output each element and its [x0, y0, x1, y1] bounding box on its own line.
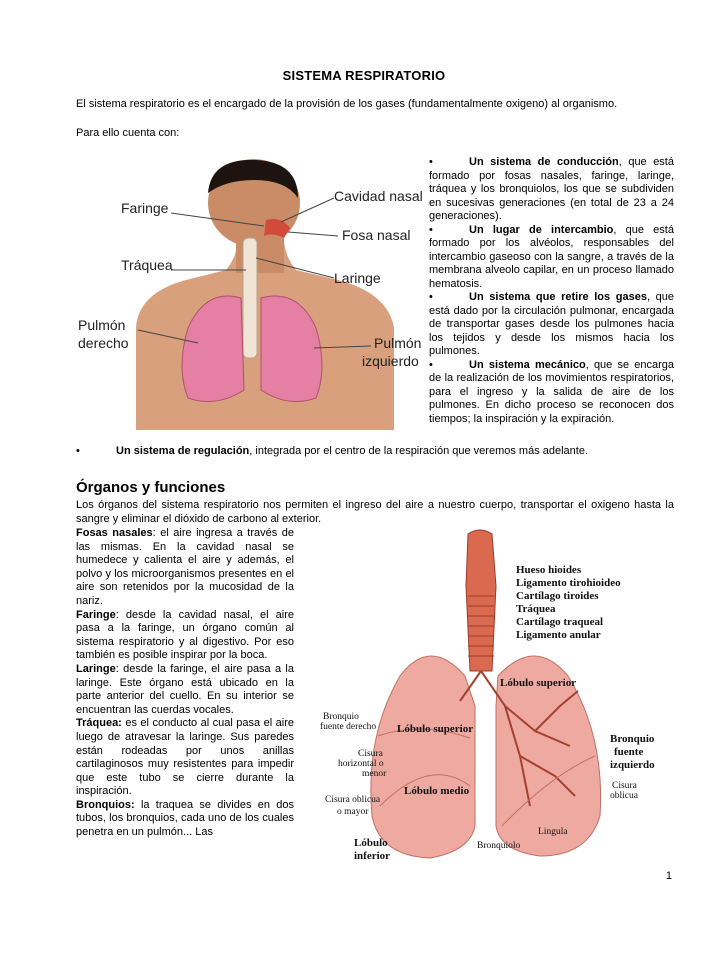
lungs-anatomy-figure: [320, 526, 692, 868]
label-lingula: Lingula: [538, 827, 568, 837]
regulacion-bullet: • Un sistema de regulación, integrada por el centro de la respiración que veremos más adelante.: [76, 445, 589, 457]
respiratory-torso-figure: [76, 158, 426, 430]
label-lobulo-superior-r: Lóbulo superior: [397, 723, 474, 735]
label-lobulo-inferior-1: Lóbulo: [354, 837, 388, 849]
label-cisura-oblicua-l2: oblicua: [610, 791, 638, 801]
bullet-list: [429, 156, 674, 426]
label-pulmon-derecho-1: Pulmón: [78, 317, 126, 333]
label-pulmon-derecho-2: derecho: [78, 335, 129, 351]
label-pulmon-izquierdo-1: Pulmón: [374, 335, 422, 351]
label-hueso-hioides: Hueso hioides: [516, 564, 582, 576]
label-lobulo-inferior-2: inferior: [354, 850, 391, 862]
label-lobulo-superior-l: Lóbulo superior: [500, 677, 577, 689]
label-bronquio-izq-3: izquierdo: [610, 759, 655, 771]
organs-list: Fosas nasales: el aire ingresa a través de las mismas. En la cavidad nasal se humedece y calienta el aire y además, el polvo y los microorganismos presentes en el aire son retenidos por la mucosidad de la nariz. Faringe: desde la cavidad nasal, el aire pasa a la faringe, un órgano común al sistema respiratorio y al digestivo. Por eso también es posible inspirar por la boca. Laringe: desde la faringe, el aire pasa a la laringe. Este órgano está ubicado en la parte anterior del cuello. En su interior se encuentran las cuerdas vocales. Tráquea: es el conducto al cual pasa el aire luego de atravesar la laringe. Sus paredes están rodeadas por unos anillas cartilaginosos muy resistentes para impedir que este tubo se cierre durante la inspiración. Bronquios: la traquea se divides en dos tubos, los bronquios, cada uno de los cuales penetra en un pulmón... Las: [76, 527, 294, 839]
para-cuenta: Para ello cuenta con:: [76, 127, 180, 139]
leader-fosa: [288, 232, 338, 236]
bullet-item: • Un sistema de conducción, que está formado por fosas nasales, faringe, laringe, tráquea y los bronquiolos, los que se subdividen en sucesivas generaciones (en total de 23 a 24 generaciones).: [429, 156, 674, 222]
label-pulmon-izquierdo-2: izquierdo: [362, 353, 419, 369]
label-bronquio-derecho-2: fuente derecho: [320, 722, 377, 732]
label-cisura-horizontal-1: Cisura: [358, 749, 383, 759]
label-laringe: Laringe: [334, 270, 381, 286]
intro-paragraph: El sistema respiratorio es el encargado de la provisión de los gases (fundamentalmente oxigeno) al organismo.: [76, 98, 618, 110]
label-ligamento-anular: Ligamento anular: [516, 629, 601, 641]
label-bronquio-izq-1: Bronquio: [610, 733, 655, 745]
label-bronquiolo: Bronquiolo: [477, 841, 521, 851]
label-traquea: Tráquea: [121, 257, 173, 273]
label-fosa-nasal: Fosa nasal: [342, 227, 411, 243]
label-faringe: Faringe: [121, 200, 169, 216]
label-cartilago-tiroides: Cartílago tiroides: [516, 590, 599, 602]
section-intro: Los órganos del sistema respiratorio nos permiten el ingreso del aire a nuestro cuerpo, transportar el oxigeno hasta la sangre y eliminar el dióxido de carbono al exterior.: [76, 499, 674, 525]
bullet-item: • Un sistema que retire los gases, que está dado por la circulación pulmonar, encargada de transportar gases desde los pulmones hacia los tejidos y desde los mismos hacia los pulmones.: [429, 291, 674, 357]
label-bronquio-derecho-1: Bronquio: [323, 712, 359, 722]
label-cisura-oblicua-l1: Cisura: [612, 781, 637, 791]
page-title: SISTEMA RESPIRATORIO: [282, 68, 446, 83]
trachea-shape: [466, 530, 496, 671]
label-cartilago-traqueal: Cartílago traqueal: [516, 616, 604, 628]
label-cisura-oblicua-2: o mayor: [337, 807, 369, 817]
bullet-item: • Un lugar de intercambio, que está formado por los alvéolos, responsables del intercambio gaseoso con la sangre, a través de la membrana alveolo capilar, en un proceso llamado hematosis.: [429, 223, 674, 290]
trachea-shape: [243, 238, 257, 358]
right-lung-shape: [371, 656, 475, 858]
label-cavidad-nasal: Cavidad nasal: [334, 188, 423, 204]
bullet-item: • Un sistema mecánico, que se encarga de la realización de los movimientos respiratorios, para el ingreso y la salida de aire de los pulmones. En dicho proceso se reconocen dos tiempos; la inspiración y la expiración.: [429, 358, 674, 425]
label-lobulo-medio: Lóbulo medio: [404, 785, 470, 797]
label-cisura-oblicua-1: Cisura oblicua: [325, 795, 381, 805]
section-title: Órganos y funciones: [76, 479, 226, 496]
page-number: 1: [665, 870, 672, 882]
label-bronquio-izq-2: fuente: [614, 746, 644, 758]
label-cisura-horizontal-3: menor: [362, 769, 387, 779]
label-traquea: Tráquea: [516, 603, 556, 615]
label-cisura-horizontal-2: horizontal o: [338, 759, 384, 769]
label-ligamento-tirohioideo: Ligamento tirohioideo: [516, 577, 621, 589]
